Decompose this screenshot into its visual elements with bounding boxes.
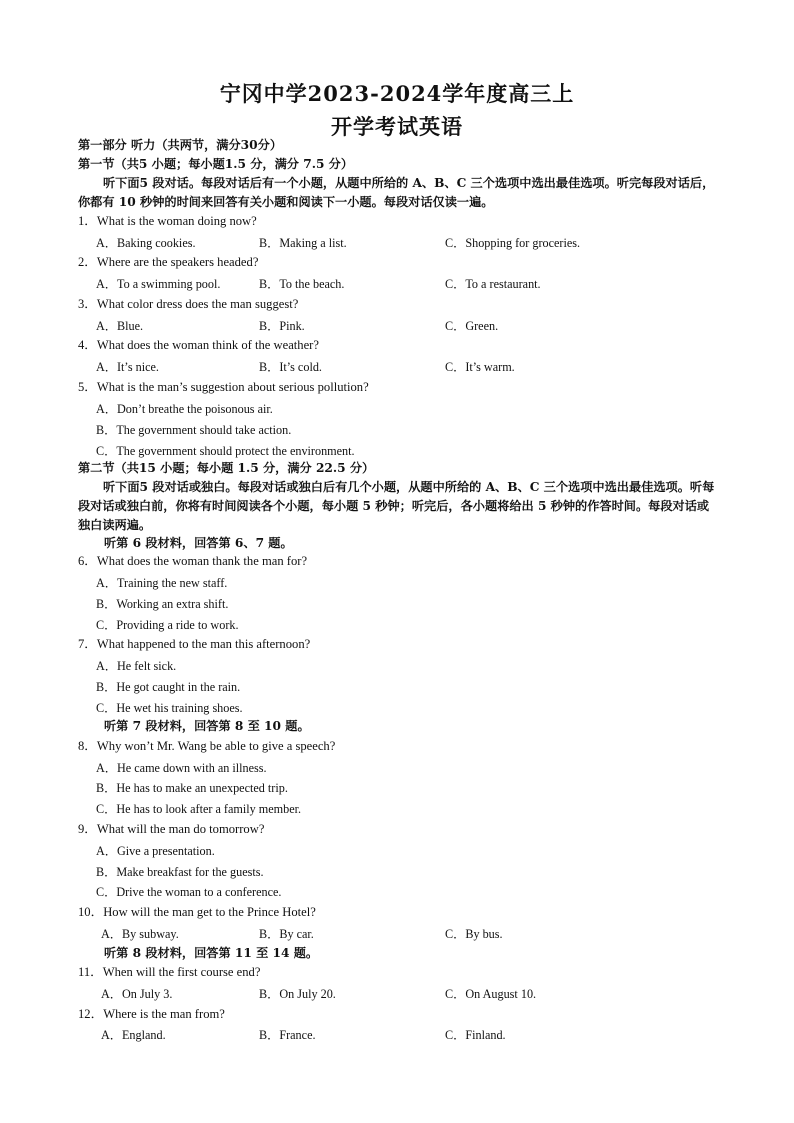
q1-option-a: A．Baking cookies. [96,236,196,250]
q8-option-c: C．He has to look after a family member. [96,802,302,816]
q6-option-c: C．Providing a ride to work. [96,618,239,632]
q5-option-a: A．Don’t breathe the poisonous air. [96,402,273,416]
question-10: 10．How will the man get to the Prince Hotel? [78,905,316,919]
q4-option-c: C．It’s warm. [445,360,515,374]
material-6-note: 听第 6 段材料，回答第 6、7 题。 [104,536,293,550]
q12-option-a: A．England. [101,1028,166,1042]
q3-option-b: B．Pink. [259,319,305,333]
q7-option-a: A．He felt sick. [96,659,177,673]
section2-heading: 第二节（共15 小题；每小题 1.5 分，满分 22.5 分） [78,461,375,475]
q5-option-b: B．The government should take action. [96,423,292,437]
q9-option-b: B．Make breakfast for the guests. [96,865,264,879]
q1-option-b: B．Making a list. [259,236,347,250]
question-6: 6．What does the woman thank the man for? [78,554,308,568]
exam-title-line-1: 宁冈中学2023-2024学年度高三上 [219,81,575,106]
q6-option-a: A．Training the new staff. [96,576,228,590]
q12-option-b: B．France. [259,1028,316,1042]
q11-option-a: A．On July 3. [101,987,173,1001]
section1-heading: 第一节（共5 小题；每小题1.5 分，满分 7.5 分） [78,157,354,171]
q2-option-b: B．To the beach. [259,277,345,291]
material-8-note: 听第 8 段材料，回答第 11 至 14 题。 [104,946,319,960]
q10-option-b: B．By car. [259,927,314,941]
q11-option-c: C．On August 10. [445,987,537,1001]
question-11: 11．When will the first course end? [78,965,261,979]
part1-heading: 第一部分 听力（共两节，满分30分） [78,138,283,152]
question-2: 2．Where are the speakers headed? [78,255,259,269]
q6-option-b: B．Working an extra shift. [96,597,229,611]
question-9: 9．What will the man do tomorrow? [78,822,265,836]
question-8: 8．Why won’t Mr. Wang be able to give a speech? [78,739,336,753]
q7-option-c: C．He wet his training shoes. [96,701,243,715]
question-1: 1．What is the woman doing now? [78,214,257,228]
q7-option-b: B．He got caught in the rain. [96,680,241,694]
question-5: 5．What is the man’s suggestion about serious pollution? [78,380,369,394]
question-4: 4．What does the woman think of the weather? [78,338,319,352]
section2-instructions: 听下面5 段对话或独白。每段对话或独白后有几个小题，从题中所给的 A、B、C 三个选项中选出最佳选项。听每段对话或独白前，你将有时间阅读各个小题，每小题 5 秒钟；听完后，各小题将给出 5 秒钟的作答时间。每段对话或独白读两遍。 [78,480,715,532]
question-7: 7．What happened to the man this afternoon? [78,637,311,651]
q9-option-a: A．Give a presentation. [96,844,215,858]
q4-option-a: A．It’s nice. [96,360,159,374]
q12-option-c: C．Finland. [445,1028,506,1042]
q9-option-c: C．Drive the woman to a conference. [96,885,282,899]
exam-title-line-2: 开学考试英语 [331,114,463,139]
q3-option-c: C．Green. [445,319,499,333]
q4-option-b: B．It’s cold. [259,360,322,374]
q3-option-a: A．Blue. [96,319,144,333]
question-12: 12．Where is the man from? [78,1007,225,1021]
question-3: 3．What color dress does the man suggest? [78,297,299,311]
q10-option-c: C．By bus. [445,927,503,941]
q10-option-a: A．By subway. [101,927,179,941]
material-7-note: 听第 7 段材料，回答第 8 至 10 题。 [104,719,310,733]
q11-option-b: B．On July 20. [259,987,336,1001]
q2-option-a: A．To a swimming pool. [96,277,221,291]
q5-option-c: C．The government should protect the environment. [96,444,355,458]
q8-option-b: B．He has to make an unexpected trip. [96,781,288,795]
section1-instructions: 听下面5 段对话。每段对话后有一个小题，从题中所给的 A、B、C 三个选项中选出最佳选项。听完每段对话后，你都有 10 秒钟的时间来回答有关小题和阅读下一小题。每段对话仅读一遍。 [78,176,715,209]
q2-option-c: C．To a restaurant. [445,277,541,291]
q1-option-c: C．Shopping for groceries. [445,236,581,250]
q8-option-a: A．He came down with an illness. [96,761,267,775]
